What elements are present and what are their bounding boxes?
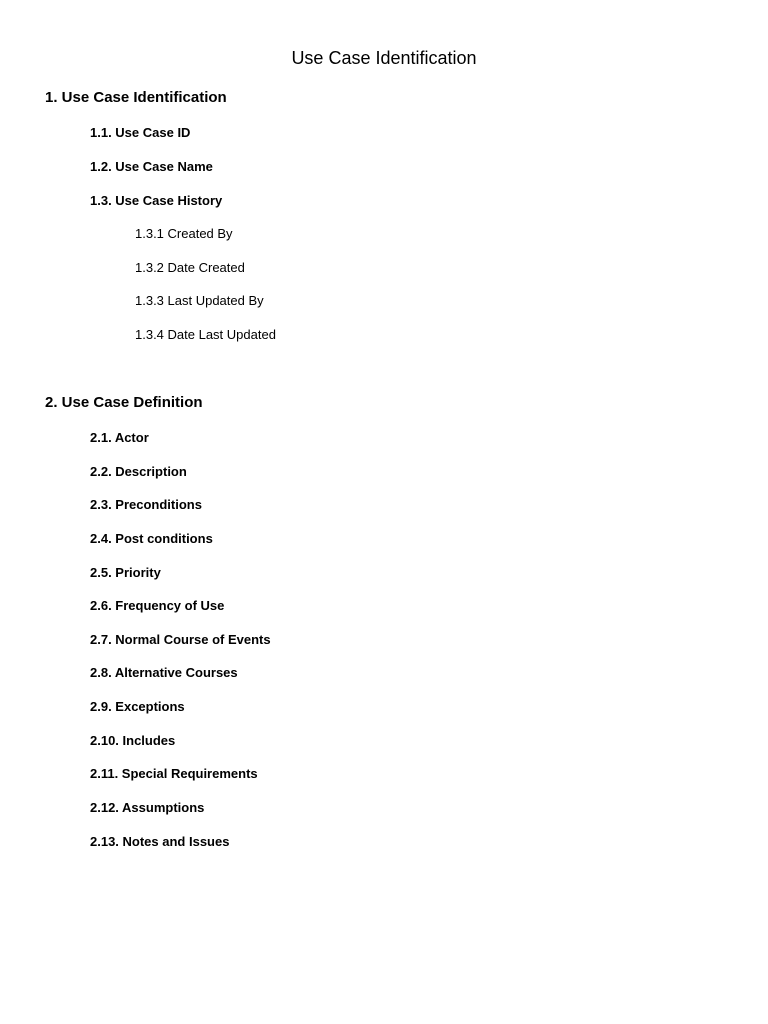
list-subitem-date-created: 1.3.2 Date Created [135,260,245,275]
list-item-special-requirements: 2.11. Special Requirements [90,766,258,781]
section-heading-identification: 1. Use Case Identification [45,89,227,106]
section-heading-definition: 2. Use Case Definition [45,394,203,411]
list-item-description: 2.2. Description [90,464,187,479]
list-item-actor: 2.1. Actor [90,430,149,445]
list-item-includes: 2.10. Includes [90,733,176,748]
list-subitem-created-by: 1.3.1 Created By [135,226,233,241]
list-item-use-case-id: 1.1. Use Case ID [90,125,191,140]
list-item-exceptions: 2.9. Exceptions [90,699,185,714]
list-item-assumptions: 2.12. Assumptions [90,800,205,815]
list-item-use-case-name: 1.2. Use Case Name [90,159,213,174]
list-item-alternative-courses: 2.8. Alternative Courses [90,665,238,680]
list-subitem-date-last-updated: 1.3.4 Date Last Updated [135,327,276,342]
list-item-priority: 2.5. Priority [90,565,161,580]
list-item-frequency-of-use: 2.6. Frequency of Use [90,598,225,613]
list-item-post-conditions: 2.4. Post conditions [90,531,213,546]
list-subitem-last-updated-by: 1.3.3 Last Updated By [135,293,264,308]
page-title: Use Case Identification [291,48,477,68]
list-item-use-case-history: 1.3. Use Case History [90,193,223,208]
list-item-preconditions: 2.3. Preconditions [90,497,202,512]
list-item-normal-course-of-events: 2.7. Normal Course of Events [90,632,271,647]
list-item-notes-and-issues: 2.13. Notes and Issues [90,834,230,849]
